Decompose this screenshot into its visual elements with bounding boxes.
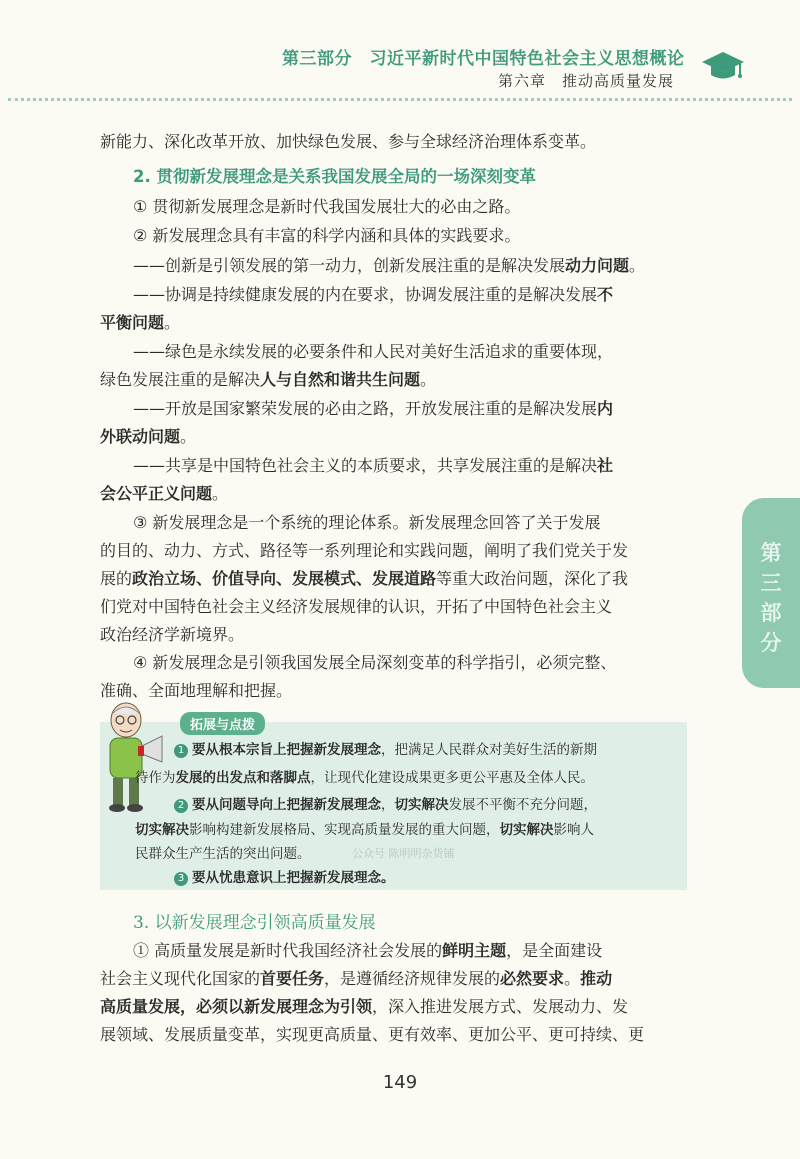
text: 。	[164, 313, 181, 332]
innovation-statement: ——创新是引领发展的第一动力	[133, 256, 358, 275]
side-tab-char: 分	[760, 631, 782, 655]
emphasis: 要从问题导向上把握新发展理念	[192, 797, 381, 813]
text: ① 高质量发展是新时代我国经济社会发展的	[133, 941, 443, 960]
emphasis: 切实解决	[394, 797, 449, 813]
openness-line	[133, 398, 613, 420]
page-number: 149	[382, 1072, 418, 1093]
section3-line-4: 展领域、发展质量变革，实现更高质量、更有效率、更加公平、更可持续、更	[100, 1025, 645, 1044]
text: ，是遵循经济规律发展的	[324, 969, 501, 988]
side-tab-char: 第	[760, 541, 782, 565]
text: 影响构建新发展格局、实现高质量发展的重大问题，	[189, 822, 500, 838]
text: 发展不平衡不充分问题，	[448, 797, 597, 813]
text: 。	[180, 427, 197, 446]
header-divider	[8, 98, 792, 101]
teacher-with-megaphone-icon	[98, 698, 170, 816]
emphasis: 会公平正义问题	[100, 484, 213, 503]
text: ，深入推进发展方式、发展动力、发	[372, 997, 629, 1016]
emphasis: 平衡问题	[100, 313, 165, 332]
point-3-line-4: 们党对中国特色社会主义经济发展规律的认识，开拓了中国特色社会主义	[100, 597, 613, 616]
text: 展的	[100, 569, 133, 588]
section3-line-2	[100, 968, 612, 990]
openness-statement: ——开放是国家繁荣发展的必由之路	[133, 399, 390, 418]
section-side-tab	[742, 498, 800, 688]
innovation-line	[133, 255, 645, 277]
watermark-text: 公众号 陈明明杂货铺	[352, 847, 455, 860]
graduation-cap-icon	[700, 48, 746, 84]
point-1: ① 贯彻新发展理念是新时代我国发展壮大的必由之路。	[133, 197, 521, 216]
text: 等重大政治问题，深化了我	[436, 569, 629, 588]
coordination-line-2	[100, 312, 180, 334]
text: 。	[564, 969, 581, 988]
text: ，开放发展注重的是解决发展	[389, 399, 598, 418]
green-statement: ——绿色是永续发展的必要条件和人民对美好生活追求的重要体现，	[133, 342, 614, 361]
coordination-line	[133, 284, 613, 306]
point-3: ③ 新发展理念是一个系统的理论体系	[133, 513, 393, 532]
point-4-line-2: 准确、全面地理解和把握。	[100, 681, 293, 700]
green-line-2	[100, 369, 436, 391]
point-3-line-1	[133, 512, 600, 534]
part-title: 第三部分 习近平新时代中国特色社会主义思想概论	[282, 49, 685, 69]
number-2-icon: 2	[174, 799, 188, 813]
chapter-title: 第六章 推动高质量发展	[498, 72, 675, 90]
point-3-line-2: 的目的、动力、方式、路径等一系列理论和实践问题，阐明了我们党关于发	[100, 541, 629, 560]
text: 。新发展理念回答了关于发展	[392, 513, 601, 532]
text: 。	[629, 256, 646, 275]
emphasis: 内	[597, 399, 614, 418]
section3-line-3	[100, 996, 628, 1018]
emphasis: 要从忧患意识上把握新发展理念。	[192, 870, 395, 886]
emphasis: 不	[597, 285, 614, 304]
text: ，把满足人民群众对美好生活的新期	[381, 742, 597, 758]
emphasis: 必然要求	[500, 969, 565, 988]
number-3-icon: 3	[174, 872, 188, 886]
extension-item-1-line-2	[135, 768, 594, 788]
text: ，协调发展注重的是解决发展	[389, 285, 598, 304]
emphasis: 人与自然和谐共生问题	[260, 370, 421, 389]
section3-line-1	[133, 940, 602, 962]
text: ，让现代化建设成果更多更公平惠及全体人民。	[310, 770, 594, 786]
emphasis: 发展的出发点和落脚点	[175, 770, 311, 786]
emphasis: 要从根本宗旨上把握新发展理念	[192, 742, 381, 758]
emphasis: 外联动问题	[100, 427, 181, 446]
text: 。	[212, 484, 229, 503]
side-tab-char: 三	[760, 571, 782, 595]
section-heading-3: 3. 以新发展理念引领高质量发展	[133, 913, 376, 933]
sharing-statement: ——共享是中国特色社会主义的本质要求	[133, 456, 422, 475]
sharing-line	[133, 455, 613, 477]
page-header	[0, 0, 800, 100]
extension-box-title: 拓展与点拨	[180, 712, 265, 735]
openness-line-2	[100, 426, 196, 448]
emphasis: 社	[597, 456, 614, 475]
emphasis: 首要任务	[260, 969, 325, 988]
extension-item-2-line-1	[174, 795, 597, 815]
extension-item-2-line-3: 民群众生产生活的突出问题。	[135, 846, 311, 862]
side-tab-char: 部	[760, 601, 782, 625]
emphasis: 政治立场、价值导向、发展模式、发展道路	[132, 569, 437, 588]
emphasis: 推动	[580, 969, 613, 988]
point-3-line-3	[100, 568, 628, 590]
extension-item-1-line-1	[174, 740, 597, 760]
emphasis: 切实解决	[499, 822, 554, 838]
text: 影响人	[553, 822, 594, 838]
extension-item-3	[174, 868, 395, 888]
number-1-icon: 1	[174, 744, 188, 758]
extension-item-2-line-2	[135, 820, 594, 840]
text: ，共享发展注重的是解决	[421, 456, 598, 475]
text: ，	[381, 797, 395, 813]
point-4-line-1: ④ 新发展理念是引领我国发展全局深刻变革的科学指引，必须完整、	[133, 653, 617, 672]
text: 待作为	[135, 770, 176, 786]
sharing-line-2	[100, 483, 228, 505]
coordination-statement: ——协调是持续健康发展的内在要求	[133, 285, 390, 304]
point-3-line-5: 政治经济学新境界。	[100, 625, 245, 644]
emphasis: 鲜明主题	[442, 941, 507, 960]
text: 绿色发展注重的是解决	[100, 370, 261, 389]
emphasis: 动力问题	[565, 256, 630, 275]
emphasis: 切实解决	[135, 822, 189, 838]
text: 。	[420, 370, 437, 389]
emphasis: 高质量发展，必须以新发展理念为引领	[100, 997, 373, 1016]
text: ，是全面建设	[506, 941, 603, 960]
text: 社会主义现代化国家的	[100, 969, 261, 988]
text: ，创新发展注重的是解决发展	[357, 256, 566, 275]
body-line: 新能力、深化改革开放、加快绿色发展、参与全球经济治理体系变革。	[100, 132, 597, 151]
section-heading-2: 2. 贯彻新发展理念是关系我国发展全局的一场深刻变革	[133, 167, 536, 186]
point-2: ② 新发展理念具有丰富的科学内涵和具体的实践要求。	[133, 226, 521, 245]
